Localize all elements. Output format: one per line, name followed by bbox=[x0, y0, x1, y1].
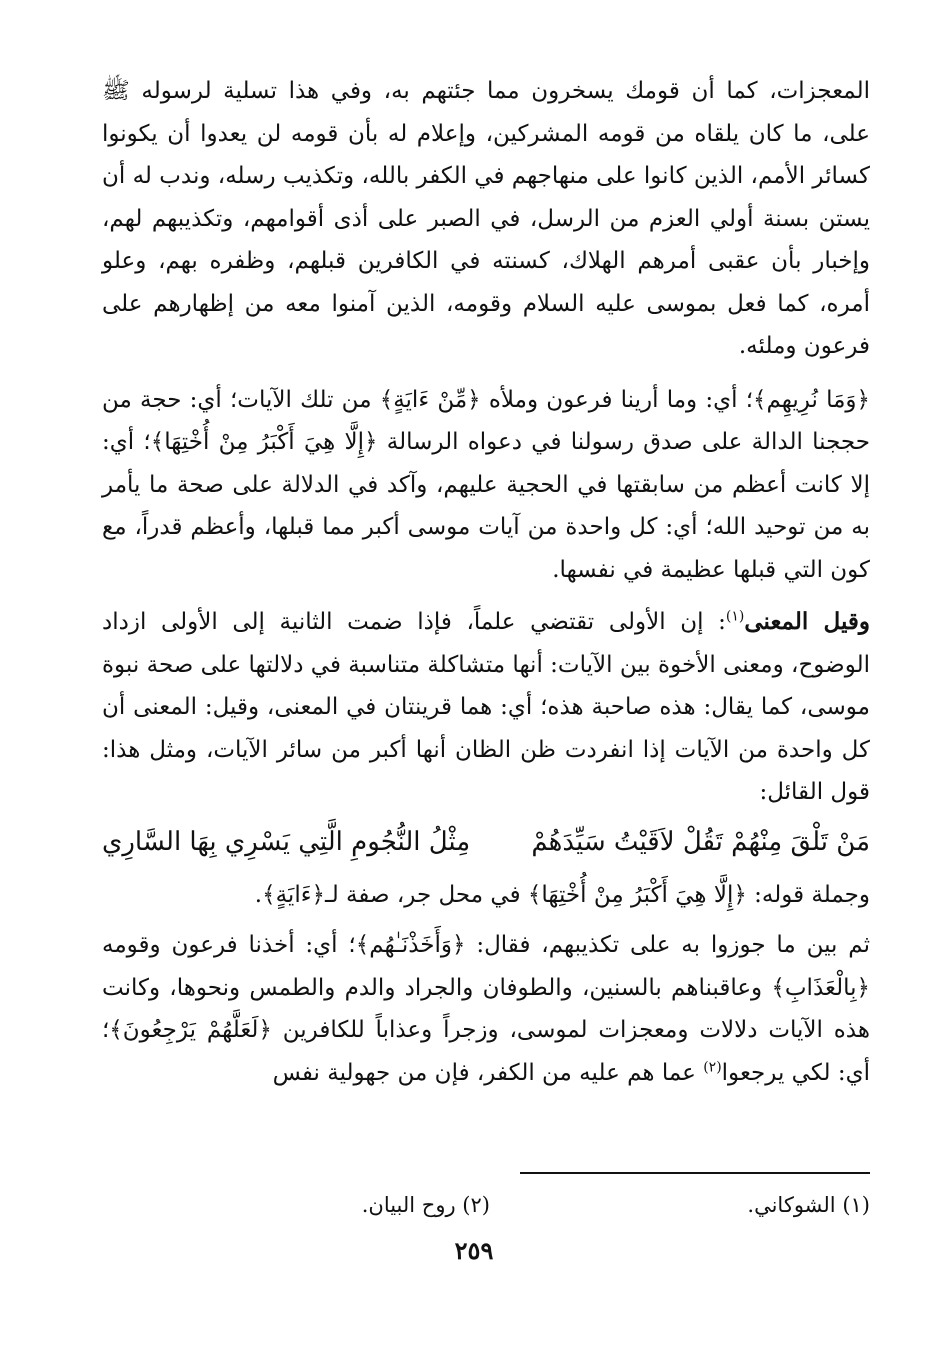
verse-second-hemistich: مِثْلُ النُّجُومِ الَّتِي يَسْرِي بِهَا السَّارِي bbox=[102, 826, 471, 857]
paragraph-5 bbox=[102, 924, 870, 1094]
verse-first-hemistich: مَنْ تَلْقَ مِنْهُمْ تَقُلْ لاَقَيْتُ سَيِّدَهُمْ bbox=[531, 826, 870, 857]
footnote-divider bbox=[520, 1172, 870, 1174]
paragraph-3 bbox=[102, 601, 870, 814]
paragraph-5-part-b: عما هم عليه من الكفر، فإن من جهولية نفس bbox=[272, 1059, 704, 1086]
paragraph-3-body: : إن الأولى تقتضي علماً، فإذا ضمت الثانية إلى الأولى ازداد الوضوح، ومعنى الأخوة بين الآيات: أنها متشاكلة متناسبة في دلالتها على صحة نبوة موسى، كما يقال: هذه صاحبة هذه؛ أي: هما قرينتان في المعنى، وقيل: المعنى أن كل واحدة من الآيات إذا انفردت ظن الظان أنها أكبر من سائر الآيات، ومثل هذا: قول القائل: bbox=[102, 609, 870, 805]
poetry-verse bbox=[102, 820, 870, 864]
footnote-ref-1[interactable]: (١) bbox=[725, 608, 745, 625]
footnote-ref-2[interactable]: (٢) bbox=[703, 1058, 722, 1075]
paragraph-1: المعجزات، كما أن قومك يسخرون مما جئتهم به، وفي هذا تسلية لرسوله ﷺ على، ما كان يلقاه من قومه المشركين، وإعلام له بأن قومه لن يعدوا أن يكونوا كسائر الأمم، الذين كانوا على منهاجهم في الكفر بالله، وتكذيب رسله، وندب له أن يستن بسنة أولي العزم من الرسل، في الصبر على أذى أقوامهم، وتكذيبهم لهم، وإخبار بأن عقبى أمرهم الهلاك، كسنته في الكافرين قبلهم، وظفره بهم، وعلو أمره، كما فعل بموسى عليه السلام وقومه، الذين آمنوا معه من إظهارهم على فرعون وملئه. bbox=[102, 78, 870, 359]
footnote-1: (١) الشوكاني. bbox=[747, 1193, 870, 1217]
paragraph-3-lead: وقيل المعنى bbox=[744, 608, 870, 635]
page-number: ٢٥٩ bbox=[454, 1236, 494, 1265]
paragraph-2: ﴿وَمَا نُرِيهِم﴾؛ أي: وما أرينا فرعون وملأه ﴿مِّنْ ءَايَةٍ﴾ من تلك الآيات؛ أي: حجة من حججنا الدالة على صدق رسولنا في دعواه الرسالة ﴿إِلَّا هِيَ أَكْبَرُ مِنْ أُخْتِهَا﴾؛ أي: إلا كانت أعظم من سابقتها في الحجية عليهم، وآكد في الدلالة على صحة ما يأمر به من توحيد الله؛ أي: كل واحدة من آيات موسى أكبر مما قبلها، وأعظم قدراً، مع كون التي قبلها عظيمة في نفسها. bbox=[102, 386, 870, 583]
footnotes bbox=[102, 1190, 870, 1220]
footnote-2: (٢) روح البيان. bbox=[361, 1193, 490, 1217]
paragraph-5-part-a: ثم بين ما جوزوا به على تكذيبهم، فقال: ﴿وَأَخَذْنَـٰهُم﴾؛ أي: أخذنا فرعون وقومه ﴿بِالْعَذَابِ﴾ وعاقبناهم بالسنين، والطوفان والجراد والدم والطمس ونحوها، وكانت هذه الآيات دلالات ومعجزات لموسى، وزجراً وعذاباً للكافرين ﴿لَعَلَّهُمْ يَرْجِعُونَ﴾؛ أي: لكي يرجعوا bbox=[102, 932, 870, 1086]
paragraph-4: وجملة قوله: ﴿إِلَّا هِيَ أَكْبَرُ مِنْ أُخْتِهَا﴾ في محل جر، صفة لـ﴿ءَايَةٍ﴾. bbox=[254, 881, 870, 908]
